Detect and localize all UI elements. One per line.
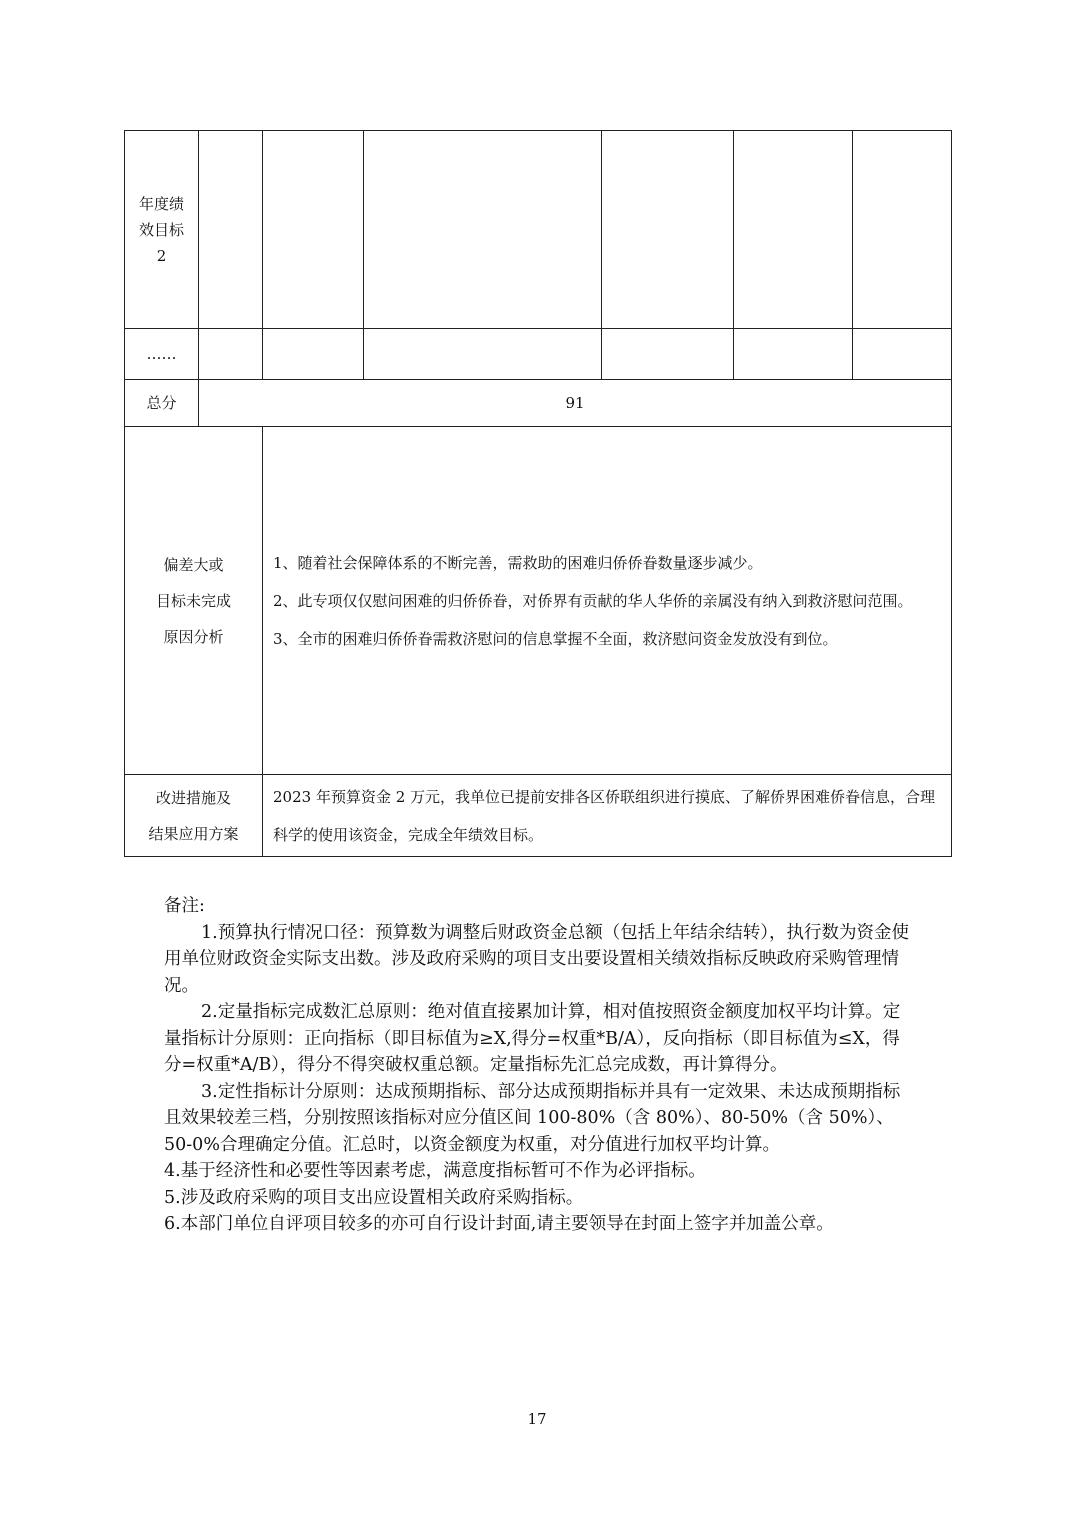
goal2-label: 年度绩 效目标 2 [125,131,199,329]
goal2-row [125,131,952,329]
note-item: 2.定量指标完成数汇总原则：绝对值直接累加计算，相对值按照资金额度加权平均计算。定量指标计分原则：正向指标（即目标值为≥X,得分=权重*B/A），反向指标（即目标值为≤X，得分=权重*A/B），得分不得突破权重总额。定量指标先汇总完成数，再计算得分。 [164,1002,901,1075]
note-item: 4.基于经济性和必要性等因素考虑，满意度指标暂可不作为必评指标。 [164,1161,706,1181]
notes-heading: 备注: [164,896,205,916]
note-item: 6.本部门单位自评项目较多的亦可自行设计封面,请主要领导在封面上签字并加盖公章。 [164,1214,834,1234]
deviation-item: 2、此专项仅仅慰问困难的归侨侨眷，对侨界有贡献的华人华侨的亲属没有纳入到救济慰问范围。 [273,591,913,610]
ellipsis-row [125,329,952,380]
table-cell [199,329,263,380]
table-cell [853,329,952,380]
table-cell [263,131,364,329]
improve-label: 改进措施及 结果应用方案 [125,775,263,857]
deviation-item: 1、随着社会保障体系的不断完善，需救助的困难归侨侨眷数量逐步减少。 [273,553,763,572]
table-cell [263,329,364,380]
table-cell [734,329,853,380]
note-item: 1.预算执行情况口径：预算数为调整后财政资金总额（包括上年结余结转），执行数为资金使用单位财政资金实际支出数。涉及政府采购的项目支出要设置相关绩效指标反映政府采购管理情况。 [164,922,909,996]
total-label: 总分 [125,380,199,427]
note-item: 5.涉及政府采购的项目支出应设置相关政府采购指标。 [164,1187,584,1208]
table-cell [853,131,952,329]
table-cell [364,329,602,380]
performance-table [124,130,952,857]
table-cell [364,131,602,329]
total-row [125,380,952,427]
deviation-analysis [263,427,952,775]
table-cell [734,131,853,329]
note-item: 3.定性指标计分原则：达成预期指标、部分达成预期指标并具有一定效果、未达成预期指标且效果较差三档，分别按照该指标对应分值区间 100-80%（含 80%）、80-50%（含 50%）、50-0%合理确定分值。汇总时，以资金额度为权重，对分值进行加权平均计算。 [164,1081,901,1155]
deviation-label: 偏差大或 目标未完成 原因分析 [125,427,263,775]
deviation-row [125,427,952,775]
table-cell [602,329,734,380]
page-number: 17 [527,1410,547,1428]
deviation-item: 3、全市的困难归侨侨眷需救济慰问的信息掌握不全面，救济慰问资金发放没有到位。 [273,629,838,648]
improve-plan: 2023 年预算资金 2 万元，我单位已提前安排各区侨联组织进行摸底、了解侨界困难侨眷信息，合理科学的使用该资金，完成全年绩效目标。 [263,775,952,857]
table-cell [602,131,734,329]
improve-row [125,775,952,857]
ellipsis-label: …… [125,329,199,380]
total-value: 91 [199,380,952,427]
notes-section [164,893,914,1238]
table-cell [199,131,263,329]
